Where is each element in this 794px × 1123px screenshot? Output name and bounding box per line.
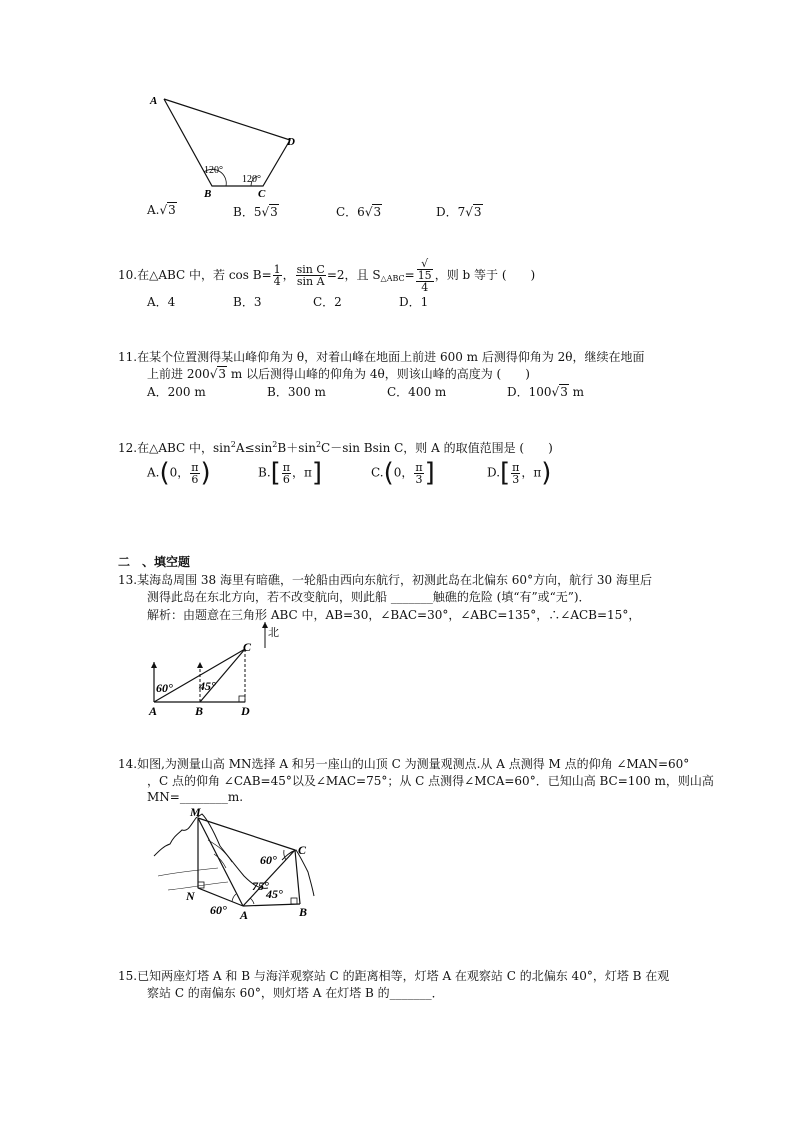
question-14-line1: 14.如图,为测量山高 MN选择 A 和另一座山的山顶 C 为测量观测点.从 A 点测得 M 点的仰角 ∠MAN=60° bbox=[118, 757, 690, 771]
ship-bearing-figure bbox=[142, 620, 292, 720]
point-c-label: C bbox=[243, 640, 252, 654]
point-c-label: C bbox=[298, 843, 307, 857]
question-10: 10.在△ABC 中，若 cos B= $\frac{1}{4}$ ， $\frac{\text{sin C}}{\text{sin A}}$ =2，且 $S_{\triangle ABC}=$ √ 15 4 ，则 b 等于 ( ) bbox=[118, 257, 536, 294]
mountain-figure bbox=[148, 806, 328, 921]
question-15-line2: 察站 C 的南偏东 60°，则灯塔 A 在灯塔 B 的_______． bbox=[147, 986, 444, 1000]
angle-c-label: 120° bbox=[242, 174, 261, 185]
angle-b-label: 120° bbox=[204, 165, 223, 176]
q12-option-a: A.(0， $\frac{\pi}{6}$ ) bbox=[147, 458, 211, 488]
question-13-line1: 13.某海岛周围 38 海里有暗礁，一轮船由西向东航行，初测此岛在北偏东 60°方向，航行 30 海里后 bbox=[118, 573, 652, 587]
point-m-label: M bbox=[190, 806, 201, 819]
q10-option-c: C．2 bbox=[313, 295, 342, 309]
question-12: 12.在△ABC 中，$\sin^2A\le\sin^2B+\sin^2C-\sin$ Bsin C，则 A 的取值范围是 ( ) bbox=[118, 440, 553, 455]
quadrilateral-figure bbox=[140, 88, 310, 200]
q9-option-a: A.√3 bbox=[147, 203, 176, 217]
point-b-label: B bbox=[195, 704, 204, 718]
q11-option-a: A．200 m bbox=[147, 385, 206, 399]
point-b-label: B bbox=[299, 905, 308, 919]
q11-option-d: D．100√3 m bbox=[507, 385, 585, 399]
q12-option-b: B.[ $\frac{\pi}{6}$ ，π] bbox=[258, 458, 323, 488]
label-d: D bbox=[287, 136, 295, 148]
q9-option-c: C．6√3 bbox=[336, 205, 382, 219]
q12-option-c: C.(0， $\frac{\pi}{3}$ ] bbox=[371, 458, 435, 488]
angle-60-label: 60° bbox=[156, 681, 173, 695]
q10-option-a: A．4 bbox=[147, 295, 176, 309]
point-d-label: D bbox=[241, 704, 250, 718]
point-a-label: A bbox=[149, 704, 158, 718]
question-14-line3: MN=________m. bbox=[147, 790, 244, 804]
question-14-line2: ，C 点的仰角 ∠CAB=45°以及∠MAC=75°；从 C 点测得∠MCA=60°．已知山高 BC=100 m，则山高 bbox=[147, 774, 714, 788]
q10-option-d: D．1 bbox=[399, 295, 429, 309]
section-title-fill-in: 二 、填空题 bbox=[118, 555, 191, 569]
angle-45-label: 45° bbox=[199, 679, 216, 693]
question-13-line3: 解析：由题意在三角形 ABC 中，AB=30，∠BAC=30°，∠ABC=135°，∴∠ACB=15°， bbox=[147, 608, 641, 622]
q9-option-b: B．5√3 bbox=[233, 205, 278, 219]
q10-option-b: B．3 bbox=[233, 295, 262, 309]
angle-mca-label: 60° bbox=[260, 853, 277, 867]
question-15-line1: 15.已知两座灯塔 A 和 B 与海洋观察站 C 的距离相等，灯塔 A 在观察站 C 的北偏东 40°，灯塔 B 在观 bbox=[118, 969, 670, 983]
q11-option-b: B．300 m bbox=[267, 385, 326, 399]
q12-option-d: D.[ $\frac{\pi}{3}$ ，π) bbox=[487, 458, 552, 488]
question-11-line2: 上前进 200√3 m 以后测得山峰的仰角为 4θ，则该山峰的高度为 ( ) bbox=[147, 367, 530, 381]
label-b: B bbox=[204, 188, 212, 200]
north-label: 北 bbox=[268, 626, 279, 639]
label-c: C bbox=[258, 188, 266, 200]
question-11-line1: 11.在某个位置测得某山峰仰角为 θ，对着山峰在地面上前进 600 m 后测得仰角为 2θ，继续在地面 bbox=[118, 350, 645, 364]
point-n-label: N bbox=[186, 889, 195, 903]
angle-man-label: 60° bbox=[210, 903, 227, 917]
question-13-line2: 测得此岛在东北方向，若不改变航向，则此船 _______触礁的危险 (填“有”或“无”)． bbox=[147, 590, 591, 604]
angle-mac-label: 75° bbox=[252, 879, 269, 893]
point-a-label: A bbox=[240, 908, 249, 921]
q9-option-d: D．7√3 bbox=[436, 205, 482, 219]
angle-cab-label: 45° bbox=[266, 887, 283, 901]
label-a: A bbox=[150, 95, 158, 107]
q11-option-c: C．400 m bbox=[387, 385, 447, 399]
